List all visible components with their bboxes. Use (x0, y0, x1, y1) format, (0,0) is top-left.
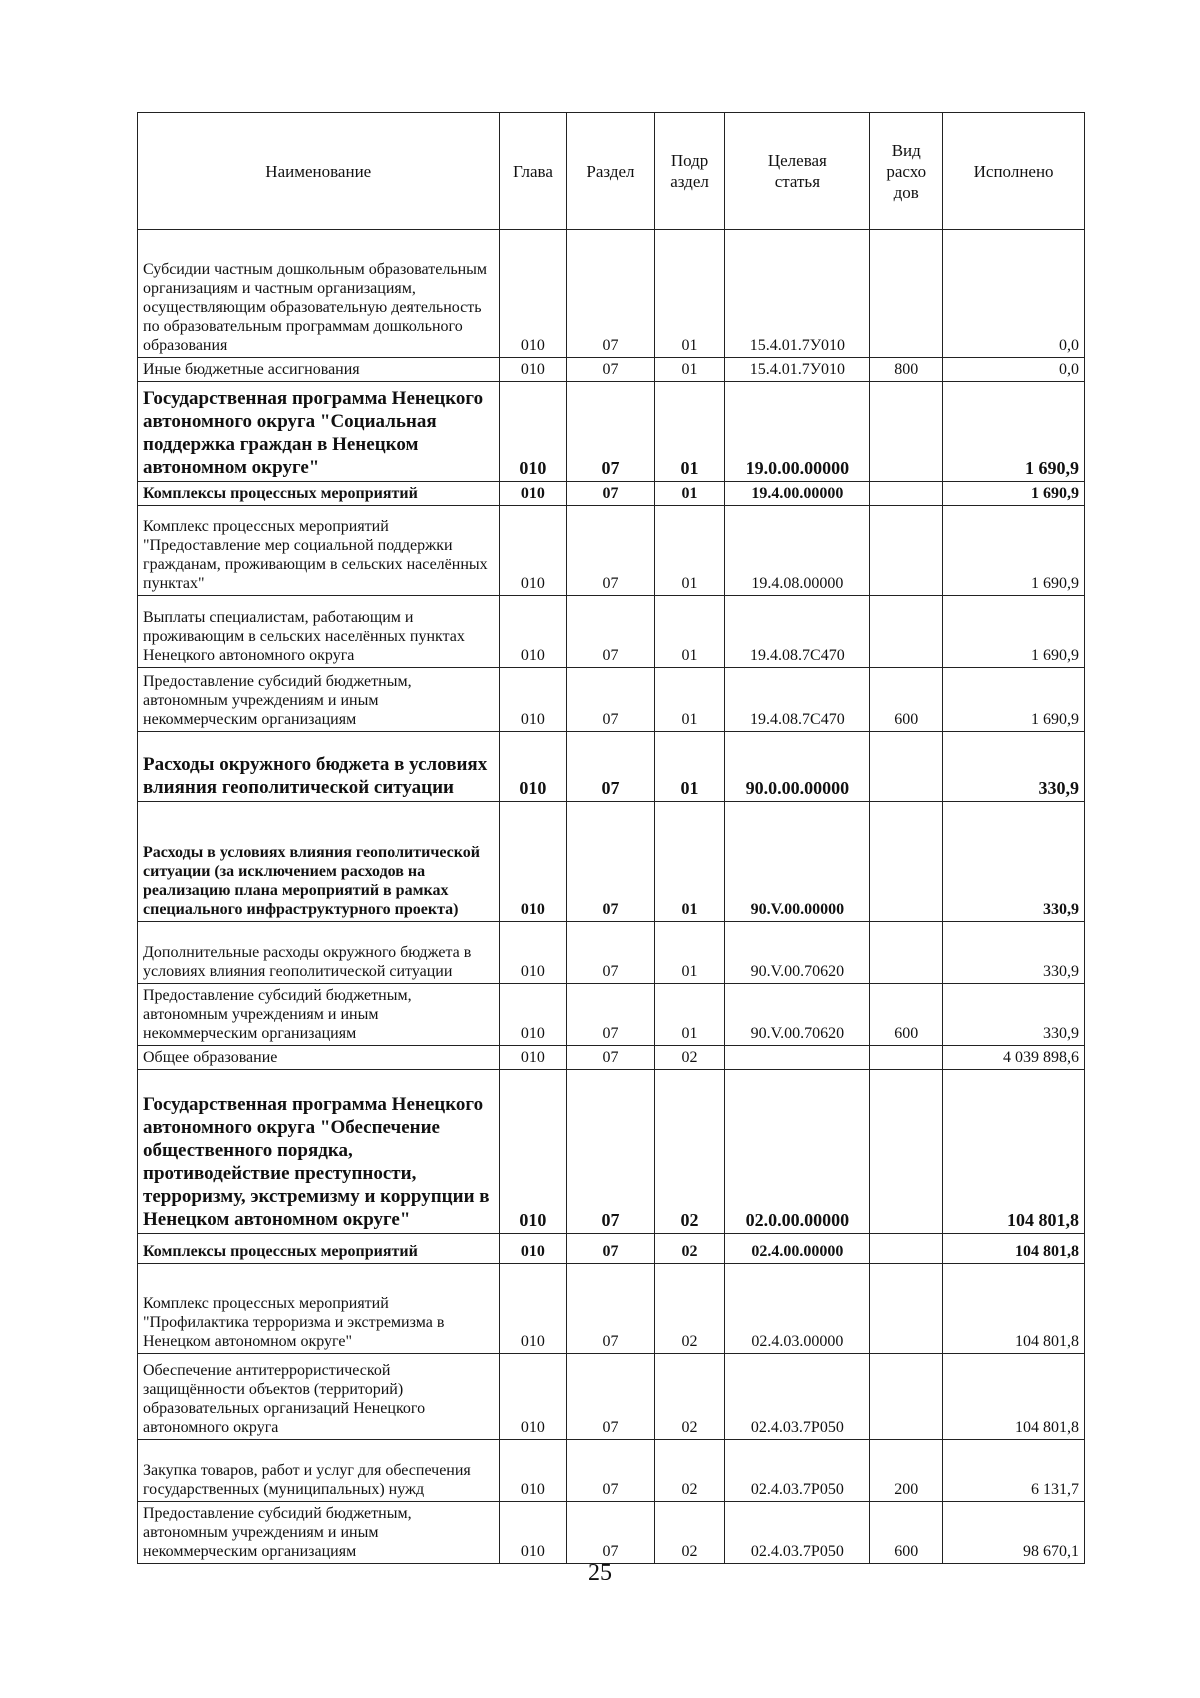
cell-celevaya: 02.4.03.00000 (725, 1264, 870, 1354)
cell-razdel: 07 (567, 1046, 654, 1070)
cell-name: Иные бюджетные ассигнования (138, 358, 500, 382)
cell-name: Закупка товаров, работ и услуг для обеспечения государственных (муниципальных) нужд (138, 1440, 500, 1502)
cell-glava: 010 (499, 482, 567, 506)
cell-podrazdel: 01 (654, 802, 725, 922)
cell-glava: 010 (499, 1264, 567, 1354)
cell-podrazdel: 01 (654, 732, 725, 802)
cell-celevaya: 19.4.00.00000 (725, 482, 870, 506)
cell-razdel: 07 (567, 668, 654, 732)
cell-glava: 010 (499, 230, 567, 358)
table-row (138, 732, 1085, 802)
cell-celevaya: 02.4.03.7Р050 (725, 1502, 870, 1564)
cell-name: Общее образование (138, 1046, 500, 1070)
table-row (138, 382, 1085, 482)
cell-glava: 010 (499, 802, 567, 922)
cell-podrazdel: 01 (654, 506, 725, 596)
cell-podrazdel: 01 (654, 922, 725, 984)
cell-vid (870, 922, 943, 984)
cell-vid (870, 1046, 943, 1070)
table-row (138, 596, 1085, 668)
cell-ispolneno: 98 670,1 (943, 1502, 1085, 1564)
table-row (138, 984, 1085, 1046)
cell-name: Расходы в условиях влияния геополитической ситуации (за исключением расходов на реализацию плана мероприятий в рамках специального инфраструктурного проекта) (138, 802, 500, 922)
cell-razdel: 07 (567, 358, 654, 382)
cell-name: Государственная программа Ненецкого автономного округа "Обеспечение общественного порядка, противодействие преступности, терроризму, экстремизму и коррупции в Ненецком автономном округе" (138, 1070, 500, 1234)
cell-name: Выплаты специалистам, работающим и проживающим в сельских населённых пунктах Ненецкого автономного округа (138, 596, 500, 668)
header-glava: Глава (499, 113, 567, 230)
table-row (138, 922, 1085, 984)
cell-razdel: 07 (567, 802, 654, 922)
cell-celevaya: 02.4.00.00000 (725, 1234, 870, 1264)
table-row (138, 482, 1085, 506)
cell-glava: 010 (499, 596, 567, 668)
cell-celevaya: 02.0.00.00000 (725, 1070, 870, 1234)
cell-vid: 800 (870, 358, 943, 382)
cell-name: Комплексы процессных мероприятий (138, 1234, 500, 1264)
table-row (138, 358, 1085, 382)
cell-vid: 600 (870, 668, 943, 732)
table-row (138, 1234, 1085, 1264)
cell-celevaya: 19.4.08.7С470 (725, 596, 870, 668)
cell-name: Комплекс процессных мероприятий "Предоставление мер социальной поддержки гражданам, проживающим в сельских населённых пунктах" (138, 506, 500, 596)
cell-ispolneno: 104 801,8 (943, 1264, 1085, 1354)
cell-name: Государственная программа Ненецкого автономного округа "Социальная поддержка граждан в Ненецком автономном округе" (138, 382, 500, 482)
cell-glava: 010 (499, 732, 567, 802)
cell-podrazdel: 02 (654, 1046, 725, 1070)
header-ispolneno: Исполнено (943, 113, 1085, 230)
cell-glava: 010 (499, 1440, 567, 1502)
cell-name: Предоставление субсидий бюджетным, автономным учреждениям и иным некоммерческим организациям (138, 1502, 500, 1564)
cell-razdel: 07 (567, 1354, 654, 1440)
cell-podrazdel: 02 (654, 1070, 725, 1234)
cell-celevaya: 02.4.03.7Р050 (725, 1354, 870, 1440)
table-row (138, 802, 1085, 922)
cell-podrazdel: 02 (654, 1234, 725, 1264)
cell-glava: 010 (499, 1502, 567, 1564)
cell-glava: 010 (499, 668, 567, 732)
cell-glava: 010 (499, 382, 567, 482)
header-celevaya: Целевая статья (725, 113, 870, 230)
cell-podrazdel: 01 (654, 596, 725, 668)
cell-razdel: 07 (567, 482, 654, 506)
cell-podrazdel: 02 (654, 1440, 725, 1502)
cell-vid (870, 1354, 943, 1440)
cell-vid (870, 596, 943, 668)
cell-podrazdel: 01 (654, 230, 725, 358)
cell-ispolneno: 104 801,8 (943, 1234, 1085, 1264)
cell-celevaya (725, 1046, 870, 1070)
cell-name: Дополнительные расходы окружного бюджета в условиях влияния геополитической ситуации (138, 922, 500, 984)
cell-glava: 010 (499, 922, 567, 984)
cell-razdel: 07 (567, 596, 654, 668)
cell-razdel: 07 (567, 506, 654, 596)
cell-ispolneno: 1 690,9 (943, 668, 1085, 732)
cell-vid (870, 230, 943, 358)
cell-ispolneno: 104 801,8 (943, 1354, 1085, 1440)
cell-ispolneno: 1 690,9 (943, 506, 1085, 596)
cell-celevaya: 90.V.00.70620 (725, 922, 870, 984)
cell-razdel: 07 (567, 1070, 654, 1234)
cell-ispolneno: 0,0 (943, 358, 1085, 382)
cell-celevaya: 19.4.08.7С470 (725, 668, 870, 732)
cell-celevaya: 90.V.00.70620 (725, 984, 870, 1046)
cell-vid (870, 1234, 943, 1264)
budget-table (137, 112, 1085, 1564)
cell-glava: 010 (499, 506, 567, 596)
cell-razdel: 07 (567, 1264, 654, 1354)
cell-celevaya: 02.4.03.7Р050 (725, 1440, 870, 1502)
table-header-row (138, 113, 1085, 230)
cell-celevaya: 19.4.08.00000 (725, 506, 870, 596)
header-razdel: Раздел (567, 113, 654, 230)
cell-razdel: 07 (567, 922, 654, 984)
cell-ispolneno: 1 690,9 (943, 482, 1085, 506)
cell-ispolneno: 330,9 (943, 732, 1085, 802)
cell-razdel: 07 (567, 382, 654, 482)
cell-podrazdel: 02 (654, 1354, 725, 1440)
cell-vid (870, 482, 943, 506)
cell-glava: 010 (499, 1046, 567, 1070)
cell-glava: 010 (499, 358, 567, 382)
cell-name: Обеспечение антитеррористической защищённости объектов (территорий) образовательных организаций Ненецкого автономного округа (138, 1354, 500, 1440)
cell-podrazdel: 01 (654, 358, 725, 382)
cell-vid: 200 (870, 1440, 943, 1502)
cell-ispolneno: 1 690,9 (943, 596, 1085, 668)
cell-vid (870, 506, 943, 596)
cell-glava: 010 (499, 1070, 567, 1234)
cell-name: Расходы окружного бюджета в условиях влияния геополитической ситуации (138, 732, 500, 802)
cell-razdel: 07 (567, 1234, 654, 1264)
cell-vid (870, 802, 943, 922)
header-name: Наименование (138, 113, 500, 230)
table-row (138, 1502, 1085, 1564)
cell-name: Предоставление субсидий бюджетным, автономным учреждениям и иным некоммерческим организациям (138, 984, 500, 1046)
cell-celevaya: 19.0.00.00000 (725, 382, 870, 482)
cell-vid (870, 382, 943, 482)
cell-podrazdel: 02 (654, 1502, 725, 1564)
table-row (138, 506, 1085, 596)
cell-ispolneno: 330,9 (943, 922, 1085, 984)
table-row (138, 1070, 1085, 1234)
cell-name: Предоставление субсидий бюджетным, автономным учреждениям и иным некоммерческим организациям (138, 668, 500, 732)
cell-podrazdel: 01 (654, 482, 725, 506)
cell-name: Комплекс процессных мероприятий "Профилактика терроризма и экстремизма в Ненецком автономном округе" (138, 1264, 500, 1354)
table-row (138, 1440, 1085, 1502)
header-vid: Вид расхо дов (870, 113, 943, 230)
cell-podrazdel: 01 (654, 382, 725, 482)
cell-glava: 010 (499, 984, 567, 1046)
cell-podrazdel: 01 (654, 668, 725, 732)
cell-ispolneno: 0,0 (943, 230, 1085, 358)
cell-vid (870, 1070, 943, 1234)
cell-name: Субсидии частным дошкольным образовательным организациям и частным организациям, осуществляющим образовательную деятельность по образовательным программам дошкольного образования (138, 230, 500, 358)
cell-ispolneno: 330,9 (943, 802, 1085, 922)
table-row (138, 1046, 1085, 1070)
cell-vid (870, 732, 943, 802)
cell-name: Комплексы процессных мероприятий (138, 482, 500, 506)
cell-vid: 600 (870, 1502, 943, 1564)
cell-ispolneno: 330,9 (943, 984, 1085, 1046)
cell-razdel: 07 (567, 984, 654, 1046)
cell-glava: 010 (499, 1354, 567, 1440)
cell-celevaya: 90.V.00.00000 (725, 802, 870, 922)
cell-podrazdel: 02 (654, 1264, 725, 1354)
cell-vid (870, 1264, 943, 1354)
cell-vid: 600 (870, 984, 943, 1046)
cell-ispolneno: 104 801,8 (943, 1070, 1085, 1234)
cell-razdel: 07 (567, 1502, 654, 1564)
cell-razdel: 07 (567, 230, 654, 358)
cell-ispolneno: 4 039 898,6 (943, 1046, 1085, 1070)
table-row (138, 668, 1085, 732)
cell-podrazdel: 01 (654, 984, 725, 1046)
cell-celevaya: 15.4.01.7У010 (725, 230, 870, 358)
cell-celevaya: 90.0.00.00000 (725, 732, 870, 802)
header-podrazdel: Подр аздел (654, 113, 725, 230)
cell-ispolneno: 1 690,9 (943, 382, 1085, 482)
table-row (138, 1354, 1085, 1440)
cell-celevaya: 15.4.01.7У010 (725, 358, 870, 382)
table-row (138, 230, 1085, 358)
table-row (138, 1264, 1085, 1354)
cell-ispolneno: 6 131,7 (943, 1440, 1085, 1502)
page-number: 25 (588, 1560, 612, 1586)
cell-glava: 010 (499, 1234, 567, 1264)
cell-razdel: 07 (567, 1440, 654, 1502)
cell-razdel: 07 (567, 732, 654, 802)
